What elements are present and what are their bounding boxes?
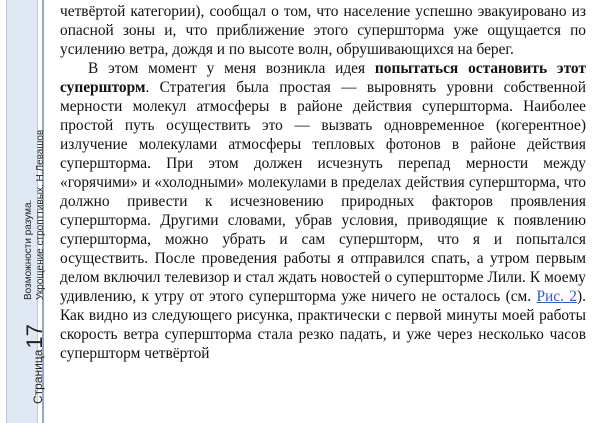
- paragraph-text: . Стратегия была простая — выровнять уровни собственной мерности молекул атмосферы в районе действия супершторма. Наиболее простой путь осуществить это — вызвать одновременное (когерентное) излучение молекулами атмосферы тепловых фотонов в районе действия супершторма. При этом должен исчезнуть перепад мерности между «горячими» и «холодными» молекулами в пределах действия супершторма, что должно привести к исчезновению природных факторов проявления супершторма. Другими словами, убрав условия, приводящие к появлению супершторма, можно убрать и сам супершторм, что я и попытался осуществить. После проведения работы я отправился спать, а утром первым делом включил телевизор и стал ждать новостей о супершторме Лили. К моему удивлению, к утру от этого супершторма уже ничего не осталось (см.: [60, 79, 586, 305]
- page-number: 17: [22, 324, 47, 349]
- page-label: Страница: [31, 349, 45, 404]
- paragraph-idea: [60, 59, 586, 363]
- figure-link[interactable]: Рис. 2: [536, 288, 578, 305]
- header-book-title: Возможности разума.: [23, 199, 34, 300]
- paragraph-tail: ). Как видно из следующего рисунка, практически с первой минуты моей работы скорость ветра супершторма стала резко падать, и уже через несколько часов супершторм четвёртой: [60, 288, 586, 362]
- page-sidebar: [0, 0, 46, 423]
- paragraph-continuation: четвёртой категории), сообщал о том, что население успешно эвакуировано из опасной зоны и, что приближение этого супершторма уже ощущается по усилению ветра, дождя и по высоте волн, обрушивающихся на берег.: [60, 3, 586, 58]
- page-indicator: [22, 324, 48, 404]
- running-header: [23, 130, 47, 300]
- document-body: [60, 2, 586, 363]
- bold-emphasis: попытаться остановить этот супершторм: [60, 60, 586, 96]
- header-chapter-author: Укрощение стропттивых. Н.Левашов: [35, 129, 46, 300]
- paragraph-lead: В этом момент у меня возникла идея: [88, 60, 375, 77]
